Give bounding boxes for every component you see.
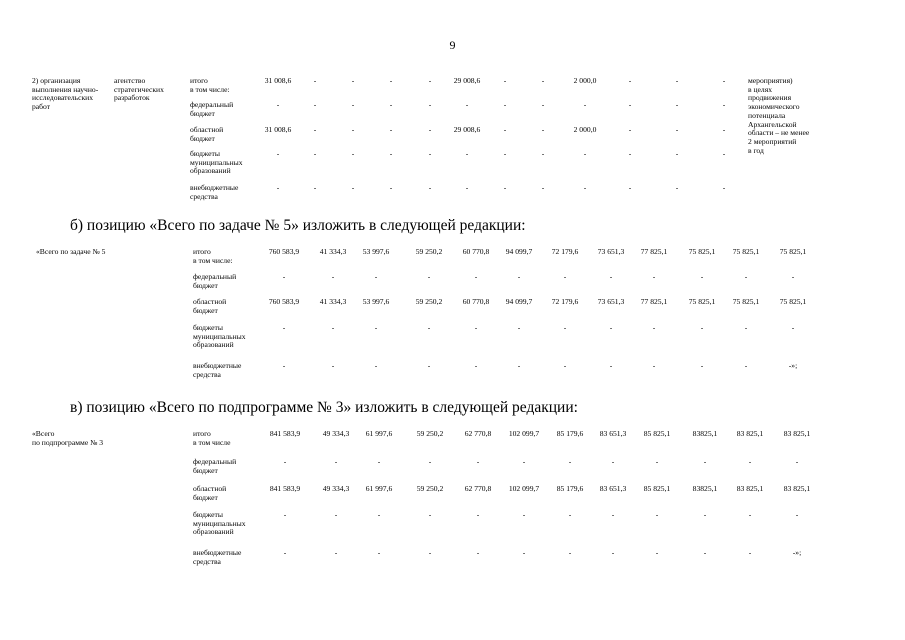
- value-cell: 102 099,7: [508, 484, 540, 493]
- value-cell: -: [522, 548, 526, 557]
- funding-source: областной бюджет: [193, 484, 227, 502]
- value-cell: 75 825,1: [732, 247, 760, 256]
- value-cell: -: [351, 149, 355, 158]
- value-cell: -: [389, 183, 393, 192]
- value-cell: 59 250,2: [416, 484, 444, 493]
- value-cell: -: [282, 361, 286, 370]
- funding-source: итого в том числе:: [193, 247, 233, 265]
- value-cell: -: [313, 125, 317, 134]
- funding-source: областной бюджет: [193, 297, 227, 315]
- value-cell: 61 997,6: [365, 429, 393, 438]
- value-cell: 75 825,1: [779, 297, 807, 306]
- value-cell: 83 825,1: [783, 429, 811, 438]
- value-cell: -: [568, 510, 572, 519]
- value-cell: -: [795, 457, 799, 466]
- value-cell: -»;: [788, 361, 798, 370]
- value-cell: -: [389, 100, 393, 109]
- value-cell: -: [503, 183, 507, 192]
- value-cell: -: [522, 510, 526, 519]
- section-a-note: мероприятия) в целях продвижения экономического потенциала Архангельской области – не менее 2 мероприятий в год: [748, 76, 810, 155]
- value-cell: -: [331, 361, 335, 370]
- value-cell: -: [628, 183, 632, 192]
- value-cell: -: [568, 457, 572, 466]
- value-cell: 85 179,6: [556, 429, 584, 438]
- value-cell: 41 334,3: [319, 297, 347, 306]
- value-cell: -: [722, 125, 726, 134]
- value-cell: -: [476, 548, 480, 557]
- value-cell: -: [583, 100, 587, 109]
- value-cell: -: [389, 125, 393, 134]
- value-cell: -: [351, 183, 355, 192]
- funding-source: федеральный бюджет: [193, 272, 237, 290]
- funding-source: итого в том числе: [193, 429, 231, 447]
- value-cell: -: [474, 272, 478, 281]
- funding-source: бюджеты муниципальных образований: [193, 323, 246, 350]
- value-cell: -: [283, 548, 287, 557]
- value-cell: 29 008,6: [453, 125, 481, 134]
- value-cell: -: [428, 100, 432, 109]
- value-cell: -: [377, 548, 381, 557]
- value-cell: -: [334, 457, 338, 466]
- heading-b: б) позицию «Всего по задаче № 5» изложить в следующей редакции:: [70, 217, 526, 234]
- value-cell: 77 825,1: [640, 297, 668, 306]
- value-cell: -: [465, 149, 469, 158]
- value-cell: -: [428, 548, 432, 557]
- value-cell: -: [427, 323, 431, 332]
- value-cell: 94 099,7: [505, 297, 533, 306]
- funding-source: областной бюджет: [190, 125, 224, 143]
- value-cell: 59 250,2: [416, 429, 444, 438]
- page-number: 9: [449, 38, 456, 52]
- value-cell: -: [722, 183, 726, 192]
- value-cell: -»;: [792, 548, 802, 557]
- value-cell: -: [541, 76, 545, 85]
- value-cell: 75 825,1: [779, 247, 807, 256]
- value-cell: -: [428, 76, 432, 85]
- value-cell: -: [331, 323, 335, 332]
- value-cell: -: [609, 361, 613, 370]
- section-a-executor: агентство стратегических разработок: [114, 76, 164, 103]
- value-cell: -: [655, 548, 659, 557]
- value-cell: 85 825,1: [643, 484, 671, 493]
- value-cell: 73 651,3: [597, 297, 625, 306]
- funding-source: бюджеты муниципальных образований: [190, 149, 243, 176]
- value-cell: 62 770,8: [464, 429, 492, 438]
- value-cell: 85 825,1: [643, 429, 671, 438]
- value-cell: -: [313, 183, 317, 192]
- value-cell: -: [675, 125, 679, 134]
- value-cell: 77 825,1: [640, 247, 668, 256]
- value-cell: -: [722, 149, 726, 158]
- value-cell: -: [522, 457, 526, 466]
- value-cell: -: [583, 149, 587, 158]
- value-cell: -: [748, 510, 752, 519]
- value-cell: -: [474, 361, 478, 370]
- value-cell: 83 825,1: [783, 484, 811, 493]
- value-cell: 29 008,6: [453, 76, 481, 85]
- value-cell: -: [503, 100, 507, 109]
- section-c-label: «Всего по подпрограмме № 3: [32, 429, 104, 447]
- value-cell: -: [313, 76, 317, 85]
- value-cell: -: [428, 183, 432, 192]
- value-cell: -: [703, 457, 707, 466]
- value-cell: -: [282, 272, 286, 281]
- value-cell: -: [283, 457, 287, 466]
- value-cell: 2 000,0: [573, 76, 597, 85]
- value-cell: -: [374, 272, 378, 281]
- value-cell: -: [628, 100, 632, 109]
- value-cell: -: [351, 76, 355, 85]
- value-cell: -: [428, 457, 432, 466]
- value-cell: -: [465, 100, 469, 109]
- value-cell: -: [703, 548, 707, 557]
- value-cell: -: [351, 100, 355, 109]
- value-cell: 60 770,8: [462, 297, 490, 306]
- value-cell: -: [503, 76, 507, 85]
- value-cell: 75 825,1: [688, 247, 716, 256]
- value-cell: 75 825,1: [688, 297, 716, 306]
- value-cell: -: [609, 272, 613, 281]
- value-cell: -: [517, 272, 521, 281]
- value-cell: -: [675, 183, 679, 192]
- value-cell: -: [611, 457, 615, 466]
- value-cell: -: [474, 323, 478, 332]
- value-cell: -: [791, 272, 795, 281]
- value-cell: 83 651,3: [599, 429, 627, 438]
- value-cell: 75 825,1: [732, 297, 760, 306]
- heading-c: в) позицию «Всего по подпрограмме № 3» изложить в следующей редакции:: [70, 399, 578, 416]
- value-cell: 85 179,6: [556, 484, 584, 493]
- value-cell: -: [377, 510, 381, 519]
- value-cell: -: [675, 76, 679, 85]
- value-cell: 841 583,9: [269, 429, 301, 438]
- value-cell: -: [503, 149, 507, 158]
- value-cell: -: [541, 183, 545, 192]
- value-cell: 83825,1: [692, 429, 718, 438]
- value-cell: 31 008,6: [264, 125, 292, 134]
- value-cell: 62 770,8: [464, 484, 492, 493]
- value-cell: -: [791, 323, 795, 332]
- value-cell: 49 334,3: [322, 484, 350, 493]
- value-cell: -: [428, 149, 432, 158]
- value-cell: -: [334, 548, 338, 557]
- value-cell: -: [744, 272, 748, 281]
- value-cell: -: [563, 272, 567, 281]
- value-cell: -: [428, 125, 432, 134]
- value-cell: -: [283, 510, 287, 519]
- value-cell: -: [313, 149, 317, 158]
- value-cell: 72 179,6: [551, 297, 579, 306]
- value-cell: -: [282, 323, 286, 332]
- section-b-label: «Всего по задаче № 5: [36, 247, 106, 256]
- value-cell: 59 250,2: [415, 297, 443, 306]
- value-cell: 83 825,1: [736, 429, 764, 438]
- value-cell: -: [517, 323, 521, 332]
- value-cell: -: [744, 361, 748, 370]
- value-cell: -: [334, 510, 338, 519]
- value-cell: 59 250,2: [415, 247, 443, 256]
- funding-source: внебюджетные средства: [193, 548, 242, 566]
- value-cell: -: [675, 100, 679, 109]
- funding-source: внебюджетные средства: [193, 361, 242, 379]
- value-cell: -: [476, 457, 480, 466]
- value-cell: -: [313, 100, 317, 109]
- value-cell: 760 583,9: [268, 297, 300, 306]
- value-cell: -: [427, 361, 431, 370]
- value-cell: -: [276, 100, 280, 109]
- value-cell: 102 099,7: [508, 429, 540, 438]
- value-cell: -: [503, 125, 507, 134]
- value-cell: -: [655, 510, 659, 519]
- value-cell: 73 651,3: [597, 247, 625, 256]
- value-cell: -: [744, 323, 748, 332]
- value-cell: -: [427, 272, 431, 281]
- value-cell: -: [377, 457, 381, 466]
- value-cell: -: [700, 272, 704, 281]
- value-cell: 49 334,3: [322, 429, 350, 438]
- value-cell: -: [389, 76, 393, 85]
- value-cell: -: [655, 457, 659, 466]
- value-cell: 53 997,6: [362, 247, 390, 256]
- value-cell: 31 008,6: [264, 76, 292, 85]
- value-cell: 53 997,6: [362, 297, 390, 306]
- value-cell: -: [700, 323, 704, 332]
- value-cell: 41 334,3: [319, 247, 347, 256]
- value-cell: -: [276, 149, 280, 158]
- value-cell: -: [652, 272, 656, 281]
- value-cell: -: [276, 183, 280, 192]
- value-cell: -: [541, 100, 545, 109]
- value-cell: -: [568, 548, 572, 557]
- value-cell: 83 651,3: [599, 484, 627, 493]
- value-cell: 72 179,6: [551, 247, 579, 256]
- value-cell: -: [428, 510, 432, 519]
- funding-source: бюджеты муниципальных образований: [193, 510, 246, 537]
- value-cell: 760 583,9: [268, 247, 300, 256]
- section-a-label: 2) организация выполнения научно- исследовательских работ: [32, 76, 99, 112]
- value-cell: -: [351, 125, 355, 134]
- value-cell: 2 000,0: [573, 125, 597, 134]
- value-cell: -: [374, 323, 378, 332]
- value-cell: 83 825,1: [736, 484, 764, 493]
- value-cell: -: [331, 272, 335, 281]
- value-cell: -: [611, 548, 615, 557]
- value-cell: -: [374, 361, 378, 370]
- value-cell: 83825,1: [692, 484, 718, 493]
- value-cell: -: [748, 457, 752, 466]
- value-cell: -: [541, 149, 545, 158]
- value-cell: -: [628, 149, 632, 158]
- funding-source: федеральный бюджет: [193, 457, 237, 475]
- value-cell: -: [517, 361, 521, 370]
- funding-source: внебюджетные средства: [190, 183, 239, 201]
- value-cell: -: [748, 548, 752, 557]
- value-cell: -: [583, 183, 587, 192]
- value-cell: -: [609, 323, 613, 332]
- value-cell: -: [628, 76, 632, 85]
- value-cell: -: [541, 125, 545, 134]
- value-cell: -: [389, 149, 393, 158]
- value-cell: -: [652, 361, 656, 370]
- value-cell: -: [722, 100, 726, 109]
- value-cell: -: [611, 510, 615, 519]
- value-cell: -: [476, 510, 480, 519]
- value-cell: 61 997,6: [365, 484, 393, 493]
- value-cell: -: [675, 149, 679, 158]
- value-cell: -: [722, 76, 726, 85]
- value-cell: -: [465, 183, 469, 192]
- value-cell: -: [563, 361, 567, 370]
- funding-source: федеральный бюджет: [190, 100, 234, 118]
- value-cell: -: [652, 323, 656, 332]
- value-cell: -: [563, 323, 567, 332]
- value-cell: 60 770,8: [462, 247, 490, 256]
- value-cell: -: [700, 361, 704, 370]
- value-cell: -: [795, 510, 799, 519]
- value-cell: 94 099,7: [505, 247, 533, 256]
- value-cell: 841 583,9: [269, 484, 301, 493]
- value-cell: -: [703, 510, 707, 519]
- value-cell: -: [628, 125, 632, 134]
- funding-source: итого в том числе:: [190, 76, 230, 94]
